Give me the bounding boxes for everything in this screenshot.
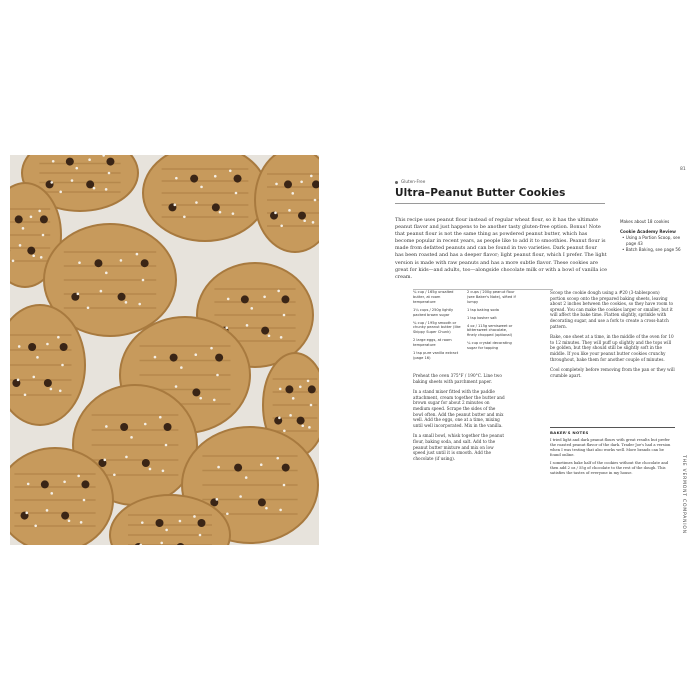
ingredient-item: 1¼ cups / 250g lightly packed brown sugar [413, 307, 454, 317]
bakers-note: I tried light and dark peanut flours with great results but prefer the roasted peanut flavor of the dark. Trader Joe's had a version when I was testing that also works well. More brands can be found online. [550, 438, 671, 457]
ingredient-item: 1 tsp kosher salt [467, 315, 497, 320]
cookie [255, 155, 319, 252]
page-number: 81 [680, 167, 686, 172]
ingredient-item: 1 tsp baking soda [467, 307, 499, 312]
review-item: • Batch Baking, see page 56 [626, 247, 690, 253]
recipe-intro: This recipe uses peanut flour instead of regular wheat flour, so it has the ultimate peanut flavor and just happens to be another tasty gluten-free option. Bonus! Note that peanut flour is not the same thing as powdered peanut butter, which has become popular in recent years, as people like to add it to smoothies. Peanut flour is made from defatted peanuts and can be found in two varieties. Dark peanut flour has been roasted and has a deeper flavor; light peanut flour, which I prefer. The light version is made with raw peanuts and has a more subtle flavor. These cookies are great for kids—and adults, too—alongside chocolate milk or with a bowl of vanilla ice cream. [395, 217, 608, 280]
section-label [395, 179, 425, 184]
review-list [620, 235, 690, 253]
bakers-notes [550, 427, 675, 479]
ingredient-item: 4 oz / 115g semisweet or bittersweet chocolate, finely chopped (optional) [467, 323, 513, 338]
ingredients-column-1 [413, 290, 463, 364]
cookie-photo [10, 155, 319, 545]
method-step: Bake, one sheet at a time, in the middle of the oven for 10 to 12 minutes. They will puff up slightly and the tops will be golden, but they should still be slightly soft in the middle. If you like your peanut butter cookies crunchy throughout, bake them for another couple of minutes. [550, 334, 674, 362]
ingredients-column-2 [467, 290, 517, 354]
recipe-title: Ultra–Peanut Butter Cookies [395, 187, 566, 199]
bakers-notes-heading: BAKER'S NOTES [550, 430, 589, 435]
ingredient-item: 1 tsp pure vanilla extract (page 16) [413, 351, 459, 360]
ingredient-item: 2 cups / 200g peanut flour (see Baker's Note), sifted if lumpy [467, 290, 516, 304]
ingredient-item: ¼ cup crystal decorating sugar for topping [467, 341, 512, 351]
bullet-icon [395, 181, 398, 184]
method-step: In a stand mixer fitted with the paddle attachment, cream together the butter and brown sugar for about 2 minutes on medium speed. Scrape the sides of the bowl often. Add the peanut butter and mix well. Add the eggs, one at a time, mixing until well incorporated. Mix in the vanilla. [413, 389, 505, 428]
running-title: THE VERMONT COMPANION [681, 455, 686, 534]
method-step: Cool completely before removing from the pan or they will crumble apart. [550, 367, 675, 378]
section-label-text: Gluten-Free [401, 179, 426, 184]
ingredient-item: ¾ cup / 165g unsalted butter, at room temperature [413, 290, 454, 304]
recipe-page [350, 150, 690, 550]
ingredient-item: ¾ cup / 195g smooth or chunky peanut butter (like Skippy Super Chunk) [413, 320, 461, 335]
ingredient-item: 2 large eggs, at room temperature [413, 338, 452, 348]
method-step: In a small bowl, whisk together the peanut flour, baking soda, and salt. Add to the peanut butter mixture and mix on low speed just until it is smooth. Add the chocolate (if using). [413, 433, 505, 461]
cookie [143, 155, 267, 241]
cookie-photo-illustration [10, 155, 319, 545]
method-column-right [550, 290, 675, 383]
title-divider [395, 203, 605, 204]
yield-text: Makes about 18 cookies [620, 219, 670, 224]
bakers-note: I sometimes bake half of the cookies without the chocolate and then add 2 oz / 55g of chocolate to the rest of the dough. This satisfies the tastes of everyone in my house. [550, 461, 669, 475]
review-heading: Cookie Academy Review [620, 229, 676, 234]
method-step: Preheat the oven 375°F / 190°C. Line two baking sheets with parchment paper. [413, 373, 502, 384]
method-step: Scoop the cookie dough using a #20 (3-tablespoon) portion scoop onto the prepared baking sheets, leaving about 2 inches between the cookies, so they have room to spread. You can make the cookies larger or smaller, but it will affect the bake time. Flatten slightly, sprinkle with decorating sugar, and use a fork to create a cross-hatch pattern. [550, 290, 674, 329]
review-item: • Using a Portion Scoop, see page 43 [626, 235, 690, 247]
recipe-sidebar [620, 219, 690, 253]
method-column-left [413, 373, 506, 466]
